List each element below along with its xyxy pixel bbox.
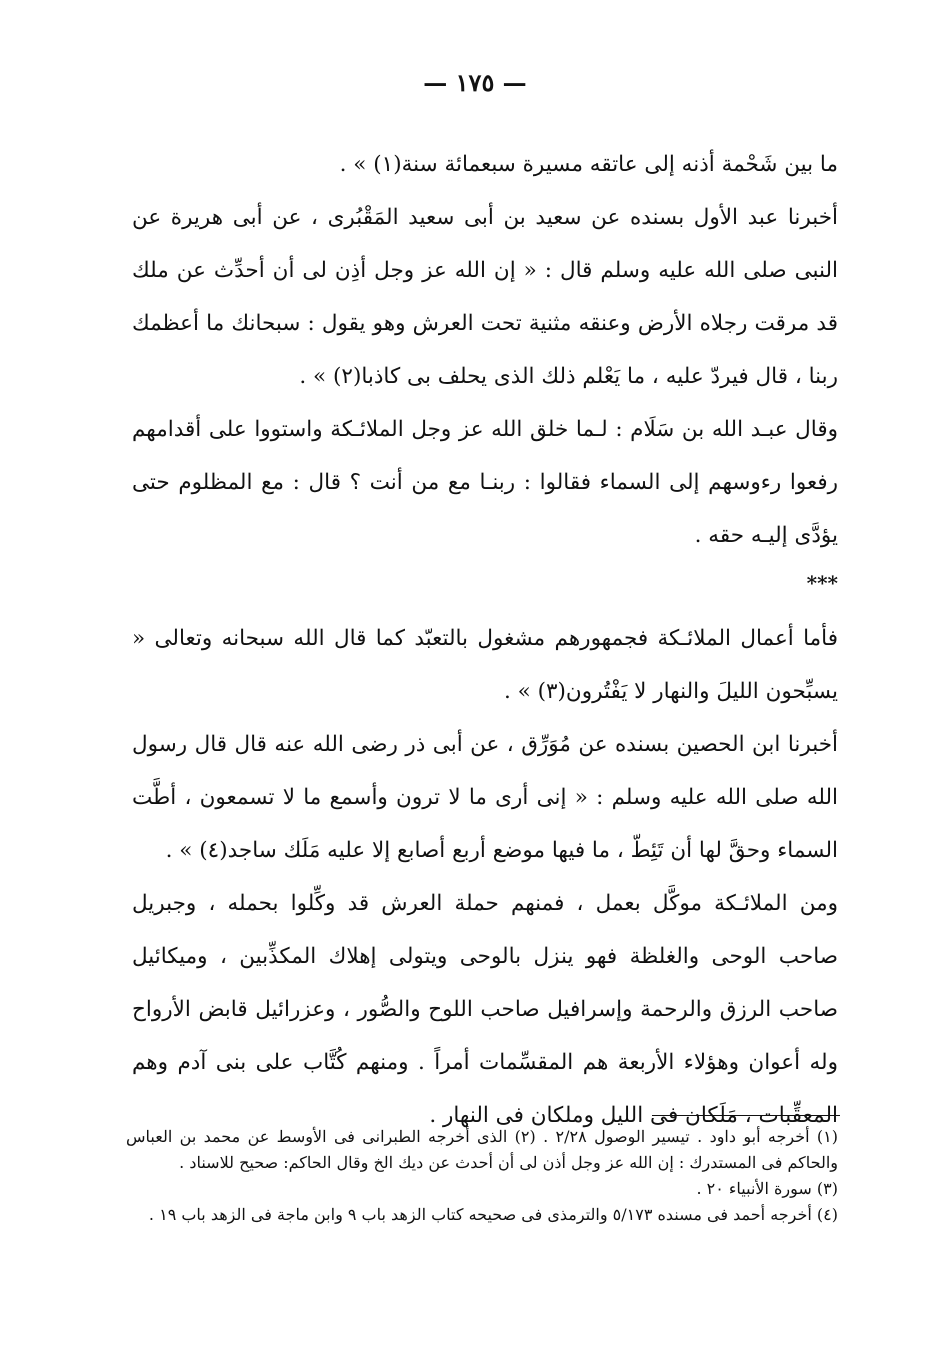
footnote-1-2: (١) أخرجه أبو داود . تيسير الوصول ٢/٢٨ . (٢) الذى أخرجه الطبرانى فى الأوسط عن محمد بن العباس والحاكم فى المستدرك : إن الله عز وجل أذن لى أن أحدث عن ديك الخ وقال الحاكم: صحيح للاسناد . (126, 1127, 839, 1172)
page-number: — ١٧٥ — (423, 68, 527, 97)
paragraph-6: ومن الملائـكة موكَّل بعمل ، فمنهم حملة العرش قد وكِّلوا بحمله ، وجبريل صاحب الوحى والغلظة فهو ينزل بالوحى ويتولى إهلاك المكذِّبين ، وميكائيل صاحب الرزق والرحمة وإسرافيل صاحب اللوح والصُّور ، وعزرائيل قابض الأرواح وله أعوان وهؤلاء الأربعة هم المقسِّمات أمراً . ومنهم كُتَّاب على بنى آدم وهم المعقِّبات ، مَلَكان فى الليل وملكان فى النهار . (132, 891, 838, 1128)
main-text (132, 138, 838, 1142)
paragraph-2: أخبرنا عبد الأول بسنده عن سعيد بن أبى سعيد المَقْبُرى ، عن أبى هريرة عن النبى صلى الله عليه وسلم قال : « إن الله عز وجل أذِن لى أن أحدِّث عن ملك قد مرقت رجلاه الأرض وعنقه مثنية تحت العرش وهو يقول : سبحانك ما أعظمك ربنا ، قال فيردّ عليه ، ما يَعْلم ذلك الذى يحلف بى كاذبا(٢) » . (132, 205, 838, 389)
paragraph-3: وقال عبـد الله بن سَلَام : لـما خلق الله عز وجل الملائـكة واستووا على أقدامهم رفعوا رءوسهم إلى السماء فقالوا : ربنـا مع من أنت ؟ قال : مع المظلوم حتى يؤدَّى إليـه حقه . (132, 417, 838, 548)
footnote-divider (652, 1115, 840, 1116)
footnote-4: (٤) أخرجه أحمد فى مسنده ٥/١٧٣ والترمذى فى صحيحه كتاب الزهد باب ٩ وابن ماجة فى الزهد باب ١٩ . (148, 1205, 838, 1224)
paragraph-4: فأما أعمال الملائـكة فجمهورهم مشغول بالتعبّد كما قال الله سبحانه وتعالى « يسبِّحون الليلَ والنهار لا يَفْتُرون(٣) » . (132, 626, 838, 704)
footnotes (126, 1124, 838, 1228)
section-separator: *** (806, 571, 838, 595)
paragraph-1: ما بين شَحْمة أذنه إلى عاتقه مسيرة سبعمائة سنة(١) » . (339, 152, 838, 177)
footnote-3: (٣) سورة الأنبياء ٢٠ . (696, 1179, 838, 1198)
paragraph-5: أخبرنا ابن الحصين بسنده عن مُوَرِّق ، عن أبى ذر رضى الله عنه قال قال رسول الله صلى الله عليه وسلم : « إنى أرى ما لا ترون وأسمع ما لا تسمعون ، أطَّت السماء وحقَّ لها أن تَئِطّ ، ما فيها موضع أربع أصابع إلا عليه مَلَك ساجد(٤) » . (132, 732, 838, 863)
